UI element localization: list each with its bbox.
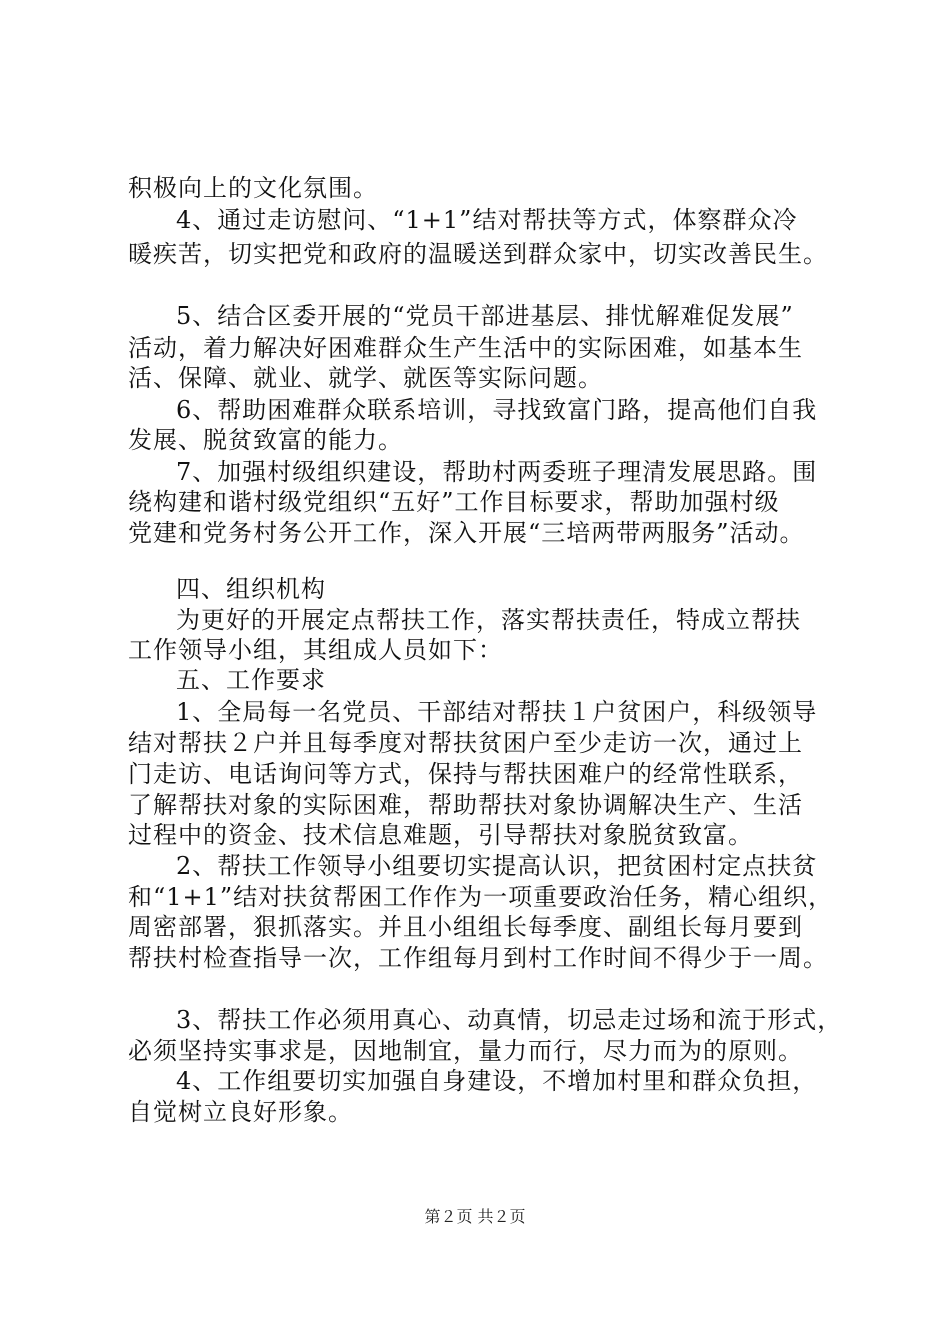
paragraph-line: 活动，着力解决好困难群众生产生活中的实际困难，如基本生	[128, 334, 803, 362]
paragraph-line: 暖疾苦，切实把党和政府的温暖送到群众家中，切实改善民生。	[128, 240, 828, 268]
paragraph-line: 自觉树立良好形象。	[128, 1098, 353, 1126]
section-heading: 五、工作要求	[176, 666, 326, 694]
paragraph-line: 了解帮扶对象的实际困难，帮助帮扶对象协调解决生产、生活	[128, 791, 803, 819]
page-number: 第２页 共２页	[424, 1207, 526, 1226]
paragraph-line: 绕构建和谐村级党组织“五好”工作目标要求，帮助加强村级	[128, 488, 780, 516]
paragraph-line: 2、帮扶工作领导小组要切实提高认识，把贫困村定点扶贫	[176, 852, 818, 880]
paragraph-line: 活、保障、就业、就学、就医等实际问题。	[128, 364, 603, 392]
paragraph-line: 1、全局每一名党员、干部结对帮扶１户贫困户，科级领导	[176, 698, 818, 726]
paragraph-line: 3、帮扶工作必须用真心、动真情，切忌走过场和流于形式，	[176, 1006, 843, 1034]
paragraph-line: 必须坚持实事求是，因地制宜，量力而行，尽力而为的原则。	[128, 1037, 803, 1065]
paragraph-line: 结对帮扶２户并且每季度对帮扶贫困户至少走访一次，通过上	[128, 729, 803, 757]
paragraph-line: 7、加强村级组织建设，帮助村两委班子理清发展思路。围	[176, 458, 818, 486]
paragraph-line: 发展、脱贫致富的能力。	[128, 426, 403, 454]
paragraph-line: 5、结合区委开展的“党员干部进基层、排忧解难促发展”	[176, 302, 794, 330]
paragraph-line: 为更好的开展定点帮扶工作，落实帮扶责任，特成立帮扶	[176, 606, 801, 634]
paragraph-line: 4、工作组要切实加强自身建设，不增加村里和群众负担，	[176, 1067, 818, 1095]
section-heading: 四、组织机构	[176, 575, 326, 603]
paragraph-line: 帮扶村检查指导一次，工作组每月到村工作时间不得少于一周。	[128, 944, 828, 972]
paragraph-line: 积极向上的文化氛围。	[128, 174, 378, 202]
paragraph-line: 党建和党务村务公开工作，深入开展“三培两带两服务”活动。	[128, 519, 805, 547]
paragraph-line: 和“1+1”结对扶贫帮困工作作为一项重要政治任务，精心组织，	[128, 883, 834, 911]
paragraph-line: 6、帮助困难群众联系培训，寻找致富门路，提高他们自我	[176, 396, 818, 424]
paragraph-line: 周密部署，狠抓落实。并且小组组长每季度、副组长每月要到	[128, 913, 803, 941]
paragraph-line: 门走访、电话询问等方式，保持与帮扶困难户的经常性联系，	[128, 760, 803, 788]
paragraph-line: 4、通过走访慰问、“1+1”结对帮扶等方式，体察群众冷	[176, 206, 798, 234]
paragraph-line: 过程中的资金、技术信息难题，引导帮扶对象脱贫致富。	[128, 821, 753, 849]
paragraph-line: 工作领导小组，其组成人员如下：	[128, 636, 503, 664]
